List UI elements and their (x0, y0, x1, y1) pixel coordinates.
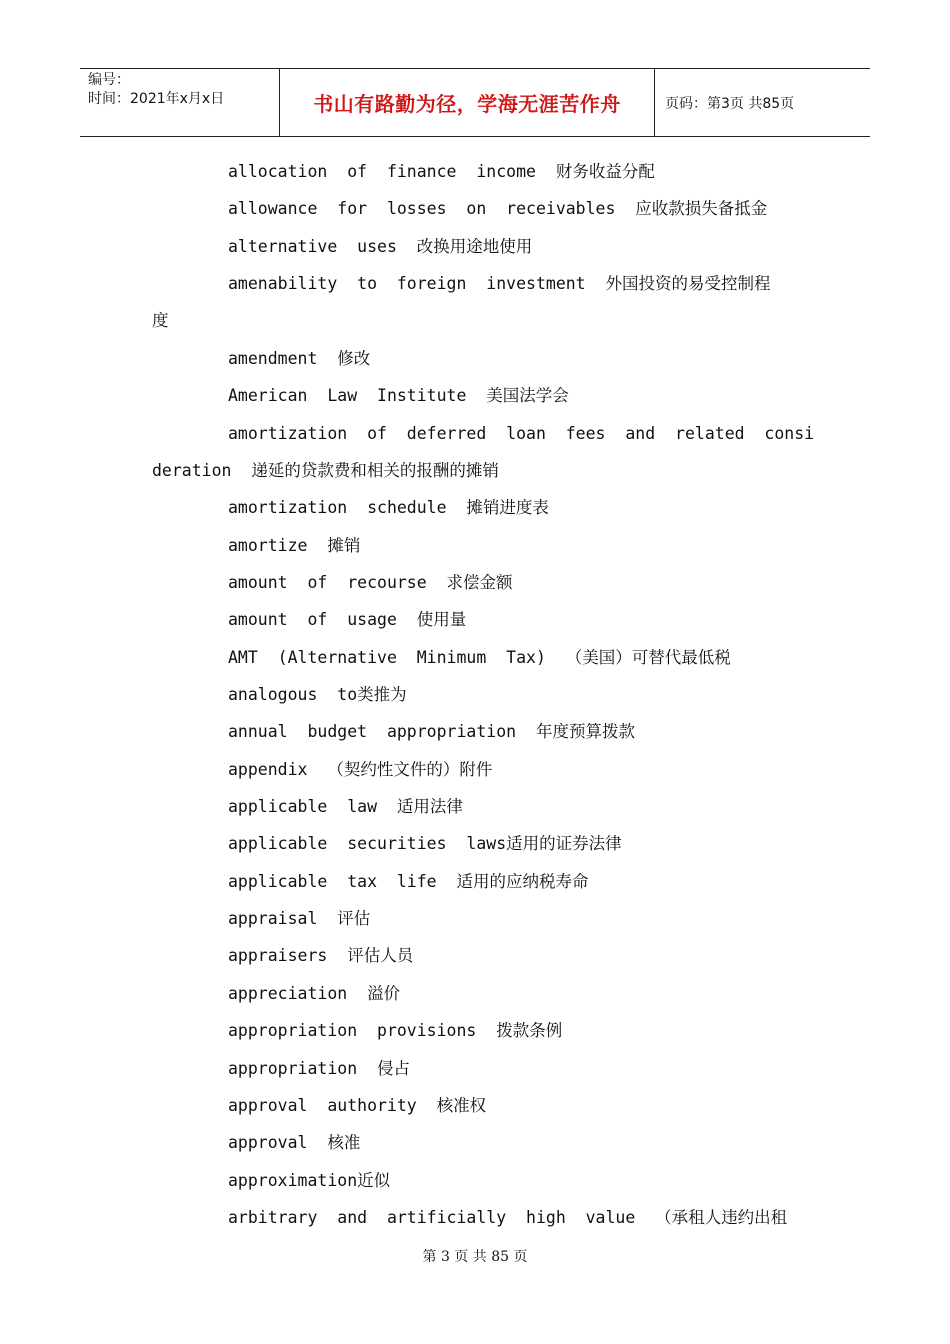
glossary-entry: appreciation 溢价 (228, 984, 401, 1003)
glossary-entry: appraisers 评估人员 (228, 946, 414, 965)
glossary-entry: analogous to类推为 (228, 685, 407, 704)
glossary-entry: annual budget appropriation 年度预算拨款 (228, 722, 635, 741)
header-meta (80, 69, 280, 136)
glossary-entry: AMT (Alternative Minimum Tax) （美国）可替代最低税 (228, 648, 731, 667)
glossary-entry: appropriation provisions 拨款条例 (228, 1021, 563, 1040)
glossary-entry: American Law Institute 美国法学会 (228, 386, 569, 405)
glossary-entry-continuation: deration 递延的贷款费和相关的报酬的摊销 (152, 461, 499, 480)
glossary-entry: amount of recourse 求偿金额 (228, 573, 513, 592)
glossary-entry: allowance for losses on receivables 应收款损失备抵金 (228, 199, 768, 218)
header-motto: 书山有路勤为径，学海无涯苦作舟 (280, 69, 655, 136)
header-page-label: 页码：第3页 共85页 (665, 95, 795, 112)
glossary-entry: amount of usage 使用量 (228, 610, 467, 629)
glossary-entry: amortization of deferred loan fees and related consi (228, 424, 815, 443)
glossary-entry: amenability to foreign investment 外国投资的易受控制程 (228, 274, 771, 293)
glossary-entry: appraisal 评估 (228, 909, 371, 928)
page-header (80, 68, 870, 137)
glossary-entry: applicable tax life 适用的应纳税寿命 (228, 872, 589, 891)
glossary-entry: amortization schedule 摊销进度表 (228, 498, 549, 517)
glossary-entry: amendment 修改 (228, 349, 371, 368)
glossary-entry: approval 核准 (228, 1133, 361, 1152)
glossary-entry: allocation of finance income 财务收益分配 (228, 162, 655, 181)
glossary-entry: applicable securities laws适用的证券法律 (228, 834, 622, 853)
glossary-entry: amortize 摊销 (228, 536, 361, 555)
glossary-entry: approximation近似 (228, 1171, 391, 1190)
glossary-entry: alternative uses 改换用途地使用 (228, 237, 533, 256)
glossary-entry: approval authority 核准权 (228, 1096, 487, 1115)
glossary-entry-continuation: 度 (152, 311, 169, 330)
page-footer: 第 3 页 共 85 页 (422, 1249, 528, 1265)
time-label: 时间：2021年x月x日 (88, 91, 225, 107)
glossary-entry: appropriation 侵占 (228, 1059, 411, 1078)
glossary-entry: applicable law 适用法律 (228, 797, 463, 816)
glossary-entry: appendix （契约性文件的）附件 (228, 760, 493, 779)
number-label: 编号： (88, 72, 130, 88)
glossary-entry: arbitrary and artificially high value （承租人违约出租 (228, 1208, 788, 1227)
